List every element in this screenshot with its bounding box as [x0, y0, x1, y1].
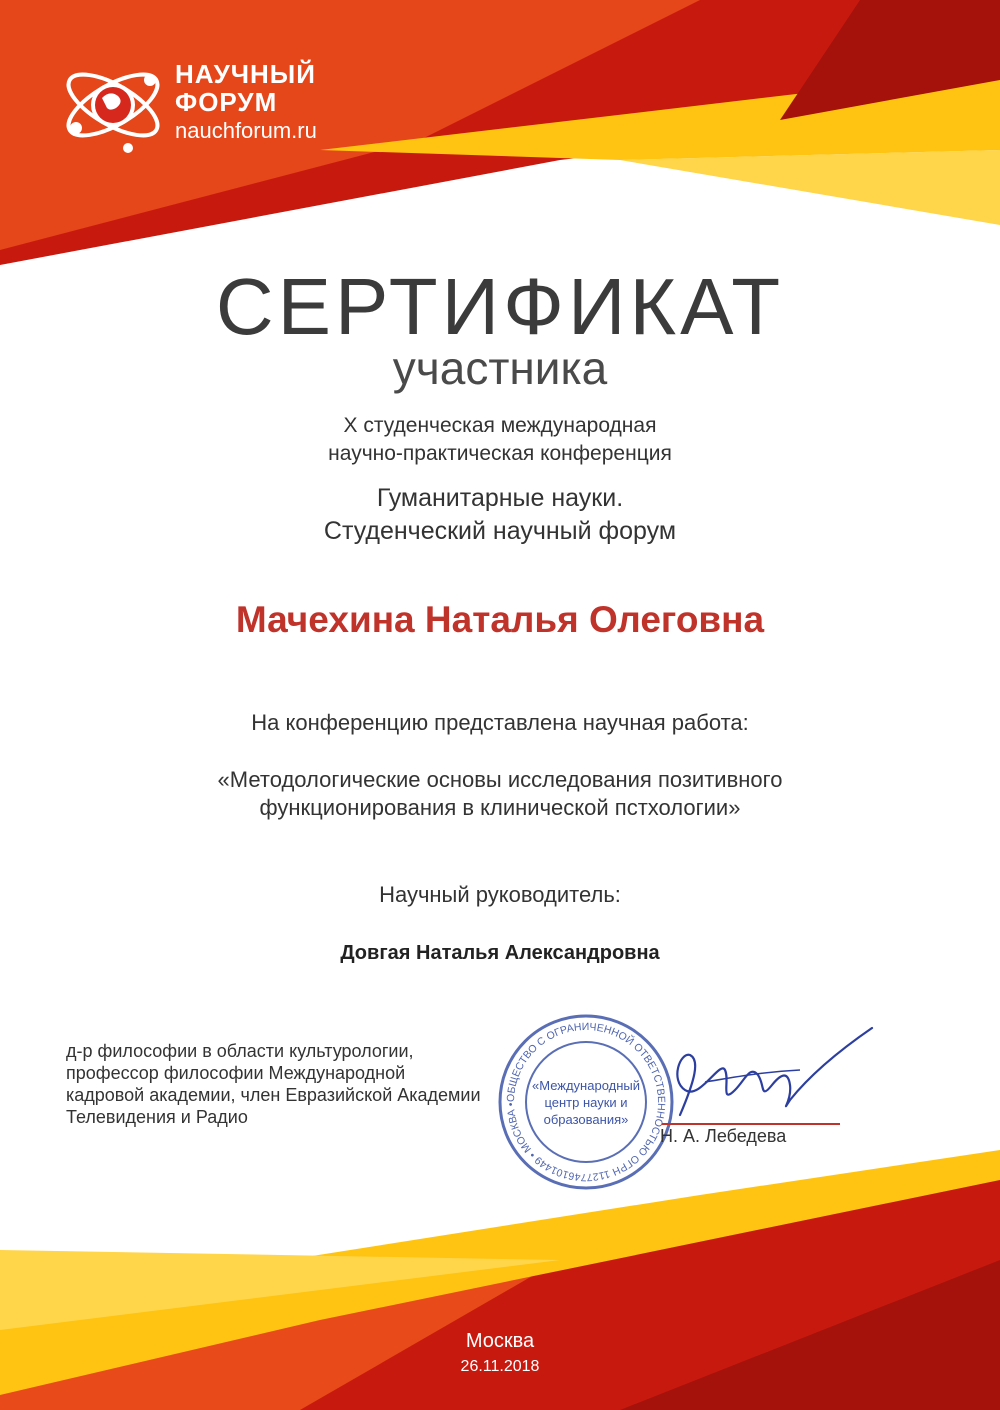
supervisor-label: Научный руководитель:	[379, 882, 621, 907]
handwritten-signature	[640, 1020, 880, 1140]
conference-name	[0, 412, 1000, 468]
section-line: Гуманитарные науки.	[376, 484, 624, 512]
stamp-center-line: «Международный	[531, 1078, 641, 1093]
stamp-center-line: центр науки и	[544, 1095, 628, 1110]
conference-line: научно-практическая конференция	[328, 442, 672, 465]
signer-description-line: профессор философии Международной	[66, 1063, 406, 1083]
work-title-line: «Методологические основы исследования позитивного	[217, 767, 783, 792]
conference-line: X студенческая международная	[343, 414, 657, 437]
top-yellow-light	[620, 150, 1000, 225]
work-title-line: функционирования в клинической пстхологии»	[259, 795, 741, 820]
conference-section	[0, 482, 1000, 548]
work-label: На конференцию представлена научная работа:	[251, 710, 749, 735]
signer-name: Н. А. Лебедева	[660, 1126, 787, 1146]
work-title	[0, 766, 1000, 822]
logo-url: nauchforum.ru	[175, 118, 317, 143]
signer-description-line: д-р философии в области культурологии,	[66, 1041, 414, 1061]
certificate-title: СЕРТИФИКАТ	[215, 262, 785, 351]
signer-description	[66, 1040, 536, 1128]
certificate-subtitle: участника	[392, 342, 608, 394]
footer-city: Москва	[465, 1330, 535, 1352]
section-line: Студенческий научный форум	[323, 517, 677, 545]
footer-date: 26.11.2018	[460, 1358, 540, 1375]
logo-line1: НАУЧНЫЙ	[175, 59, 316, 89]
signer-description-line: кадровой академии, член Евразийской Академии	[66, 1085, 481, 1105]
logo-line2: ФОРУМ	[175, 87, 278, 117]
supervisor-name: Довгая Наталья Александровна	[340, 942, 660, 964]
stamp-ring-text: ОБЩЕСТВО С ОГРАНИЧЕННОЙ ОТВЕТСТВЕННОСТЬЮ ОГРН 1127746101449 • МОСКВА •	[504, 1020, 668, 1184]
signer-description-line: Телевидения и Радио	[66, 1107, 248, 1127]
stamp-center-line: образования»	[543, 1112, 629, 1127]
logo-text	[175, 60, 317, 144]
participant-name: Мачехина Наталья Олеговна	[235, 599, 765, 640]
